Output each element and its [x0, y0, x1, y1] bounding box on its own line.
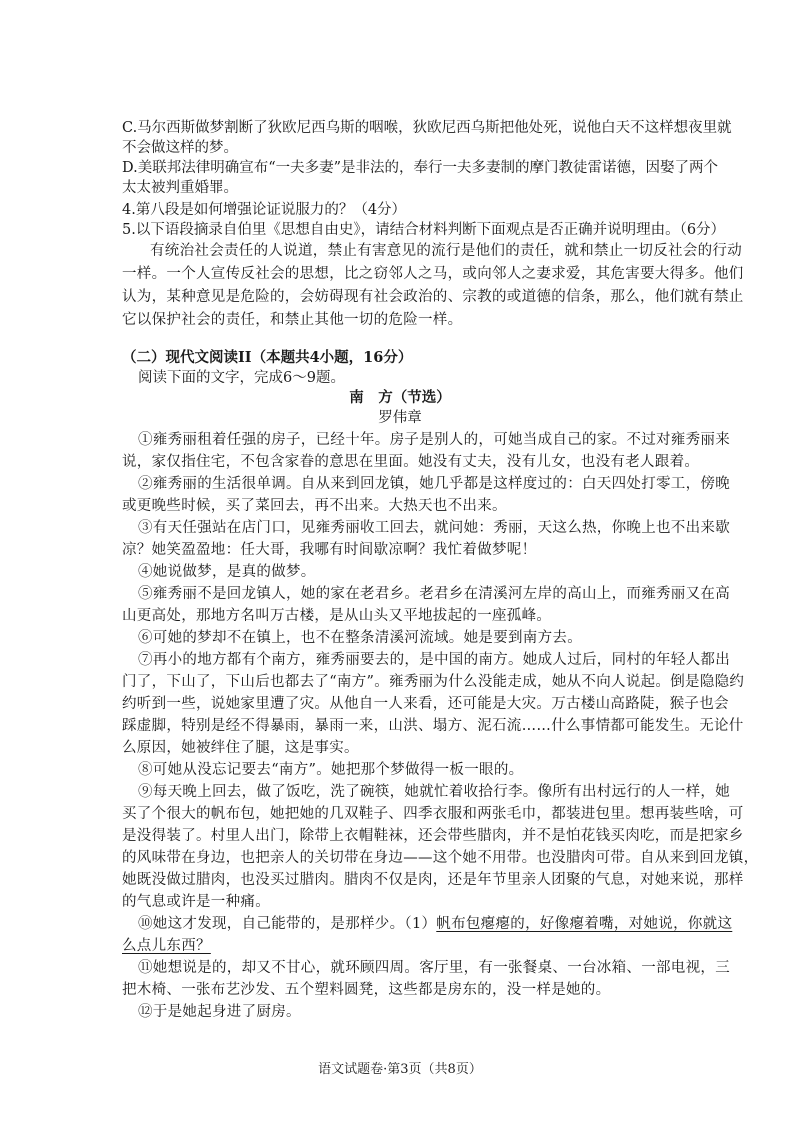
option-d-line2: 太太被判重婚罪。 [122, 180, 238, 196]
passage-line: 凉？她笑盈盈地：任大哥，我哪有时间歇凉啊？我忙着做梦呢！ [122, 542, 537, 558]
passage-line: 她既没做过腊肉，也没买过腊肉。腊肉不仅是肉，还是年节里亲人团聚的气息，对她来说，那样 [122, 872, 744, 888]
quote-line: 认为，某种意见是危险的，会妨碍现有社会政治的、宗教的或道德的信条，那么，他们就有禁止 [122, 289, 744, 305]
passage-line: ⑫于是她起身进了厨房。 [138, 1004, 301, 1020]
passage-line: ⑧可她从没忘记要去“南方”。她把那个梦做得一板一眼的。 [138, 762, 524, 778]
passage-line: 踩虚脚，特别是经不得暴雨，暴雨一来，山洪、塌方、泥石流……什么事情都可能发生。无论什 [122, 718, 744, 734]
section-instruction: 阅读下面的文字，完成6～9题。 [138, 370, 345, 386]
passage-line: 是没得装了。村里人出门，除带上衣帽鞋袜，还会带些腊肉，并不是怕花钱买肉吃，而是把家乡 [122, 828, 744, 844]
passage-line: 把木椅、一张布艺沙发、五个塑料圆凳，这些都是房东的，没一样是她的。 [122, 982, 611, 998]
passage-author: 罗伟章 [378, 410, 422, 426]
section-heading: （二）现代文阅读II（本题共4小题，16分） [122, 349, 413, 366]
quote-line: 有统治社会责任的人说道，禁止有害意见的流行是他们的责任，就和禁止一切反社会的行动 [150, 243, 742, 259]
quote-line: 一样。一个人宣传反社会的思想，比之窃邻人之马，或向邻人之妻求爱，其危害要大得多。他们 [122, 266, 744, 282]
passage-line: ⑦再小的地方都有个南方，雍秀丽要去的，是中国的南方。她成人过后，同村的年轻人都出 [138, 652, 730, 668]
page-footer: 语文试题卷·第3页（共8页） [318, 1062, 482, 1077]
paragraph-10-lead: ⑩她这才发现，自己能带的，是那样少。（1） [138, 916, 437, 932]
passage-line: ⑤雍秀丽不是回龙镇人，她的家在老君乡。老君乡在清溪河左岸的高山上，而雍秀丽又在高 [138, 586, 730, 602]
passage-line: ①雍秀丽租着任强的房子，已经十年。房子是别人的，可她当成自己的家。不过对雍秀丽来 [138, 432, 730, 448]
passage-line: 约听到一些，说她家里遭了灾。从他自一人来看，还可能是大灾。万古楼山高路陡，猴子也会 [122, 696, 729, 712]
passage-line: ⑥可她的梦却不在镇上，也不在整条清溪河流域。她是要到南方去。 [138, 630, 582, 646]
passage-line: 说，家仅指住宅，不包含家眷的意思在里面。她没有丈夫，没有儿女，也没有老人跟着。 [122, 454, 700, 470]
question-5: 5.以下语段摘录自伯里《思想自由史》，请结合材料判断下面观点是否正确并说明理由。（6分） [122, 222, 726, 238]
passage-line: ④她说做梦，是真的做梦。 [138, 564, 316, 580]
passage-line: 么原因，她被绊住了腿，这是事实。 [122, 740, 359, 756]
passage-line: 山更高处，那地方名叫万古楼，是从山头又平地拔起的一座孤峰。 [122, 608, 552, 624]
passage-line: 或更晚些时候，买了菜回去，再不出来。大热天也不出来。 [122, 498, 507, 514]
underlined-sentence-1: 帆布包瘪瘪的，好像瘪着嘴，对她说，你就这 [436, 916, 733, 932]
passage-line: ⑨每天晚上回去，做了饭吃，洗了碗筷，她就忙着收拾行李。像所有出村远行的人一样，她 [138, 784, 730, 800]
passage-line: ②雍秀丽的生活很单调。自从来到回龙镇，她几乎都是这样度过的：白天四处打零工，傍晚 [138, 476, 730, 492]
passage-line: 的气息或许是一种痛。 [122, 894, 270, 910]
underlined-sentence-1-cont: 么点儿东西？ [122, 938, 211, 954]
question-4: 4.第八段是如何增强论证说服力的？（4分） [122, 202, 407, 218]
passage-line: ⑪她想说是的，却又不甘心，就环顾四周。客厅里，有一张餐桌、一台冰箱、一部电视，三 [138, 960, 730, 976]
quote-line: 它以保护社会的责任，和禁止其他一切的危险一样。 [122, 312, 463, 328]
paragraph-10-line1 [138, 914, 732, 934]
passage-title: 南 方（节选） [349, 389, 451, 406]
option-d-line1: D.美联邦法律明确宣布“一夫多妻”是非法的，奉行一夫多妻制的摩门教徒雷诺德，因娶了两个 [122, 160, 719, 176]
passage-line: 的风味带在身边，也把亲人的关切带在身边——这个她不用带。也没腊肉可带。自从来到回龙镇， [122, 850, 759, 866]
passage-line: ③有天任强站在店门口，见雍秀丽收工回去，就问她：秀丽，天这么热，你晚上也不出来歇 [138, 520, 730, 536]
passage-line: 门了，下山了，下山后也都去了“南方”。雍秀丽为什么没能走成，她从不向人说起。倒是隐隐约 [122, 674, 745, 690]
option-c-line2: 不会做这样的梦。 [122, 140, 238, 156]
option-c-line1: C.马尔西斯做梦割断了狄欧尼西乌斯的咽喉，狄欧尼西乌斯把他处死，说他白天不这样想夜里就 [122, 120, 732, 136]
passage-line: 买了个很大的帆布包，她把她的几双鞋子、四季衣服和两张毛巾，都装进包里。想再装些啥，可 [122, 806, 744, 822]
